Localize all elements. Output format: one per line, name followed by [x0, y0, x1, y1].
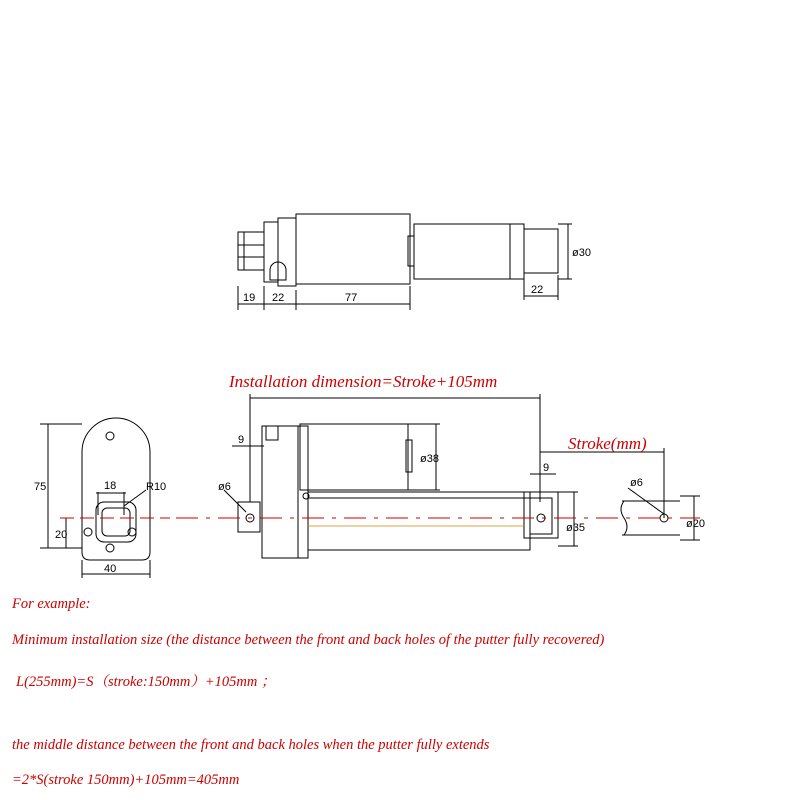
installation-dimension-title: Installation dimension=Stroke+105mm [229, 372, 498, 391]
side-view [224, 394, 700, 558]
note-formula-min: L(255mm)=S（stroke:150mm）+105mm ； [16, 674, 276, 690]
stroke-label: Stroke(mm) [568, 434, 647, 453]
note-formula-max: =2*S(stroke 150mm)+105mm=405mm [12, 772, 240, 788]
end-view [40, 418, 150, 578]
dim-9-left: 9 [238, 434, 245, 446]
dim-75: 75 [34, 481, 47, 493]
dim-77: 77 [345, 292, 358, 304]
note-for-example: For example: [12, 596, 91, 612]
note-min-size: Minimum installation size (the distance between the front and back holes of the putter fully recovered) [12, 632, 605, 648]
dim-22-left: 22 [272, 292, 285, 304]
dim-r10: R10 [146, 481, 167, 493]
dim-hole-right: ø6 [630, 477, 643, 489]
dim-18: 18 [104, 480, 117, 492]
dim-9-right: 9 [543, 462, 550, 474]
dim-dia-30: ø30 [572, 247, 591, 259]
dim-hole-left: ø6 [218, 481, 231, 493]
dim-20: 20 [55, 529, 68, 541]
dim-19: 19 [243, 292, 256, 304]
dim-40: 40 [104, 563, 117, 575]
top-view [238, 214, 572, 310]
dim-dia-35: ø35 [566, 522, 585, 534]
note-extended: the middle distance between the front and back holes when the putter fully extends [12, 737, 490, 753]
dim-22-right: 22 [531, 284, 544, 296]
dim-dia-38: ø38 [420, 453, 439, 465]
dim-dia-20: ø20 [686, 518, 705, 530]
